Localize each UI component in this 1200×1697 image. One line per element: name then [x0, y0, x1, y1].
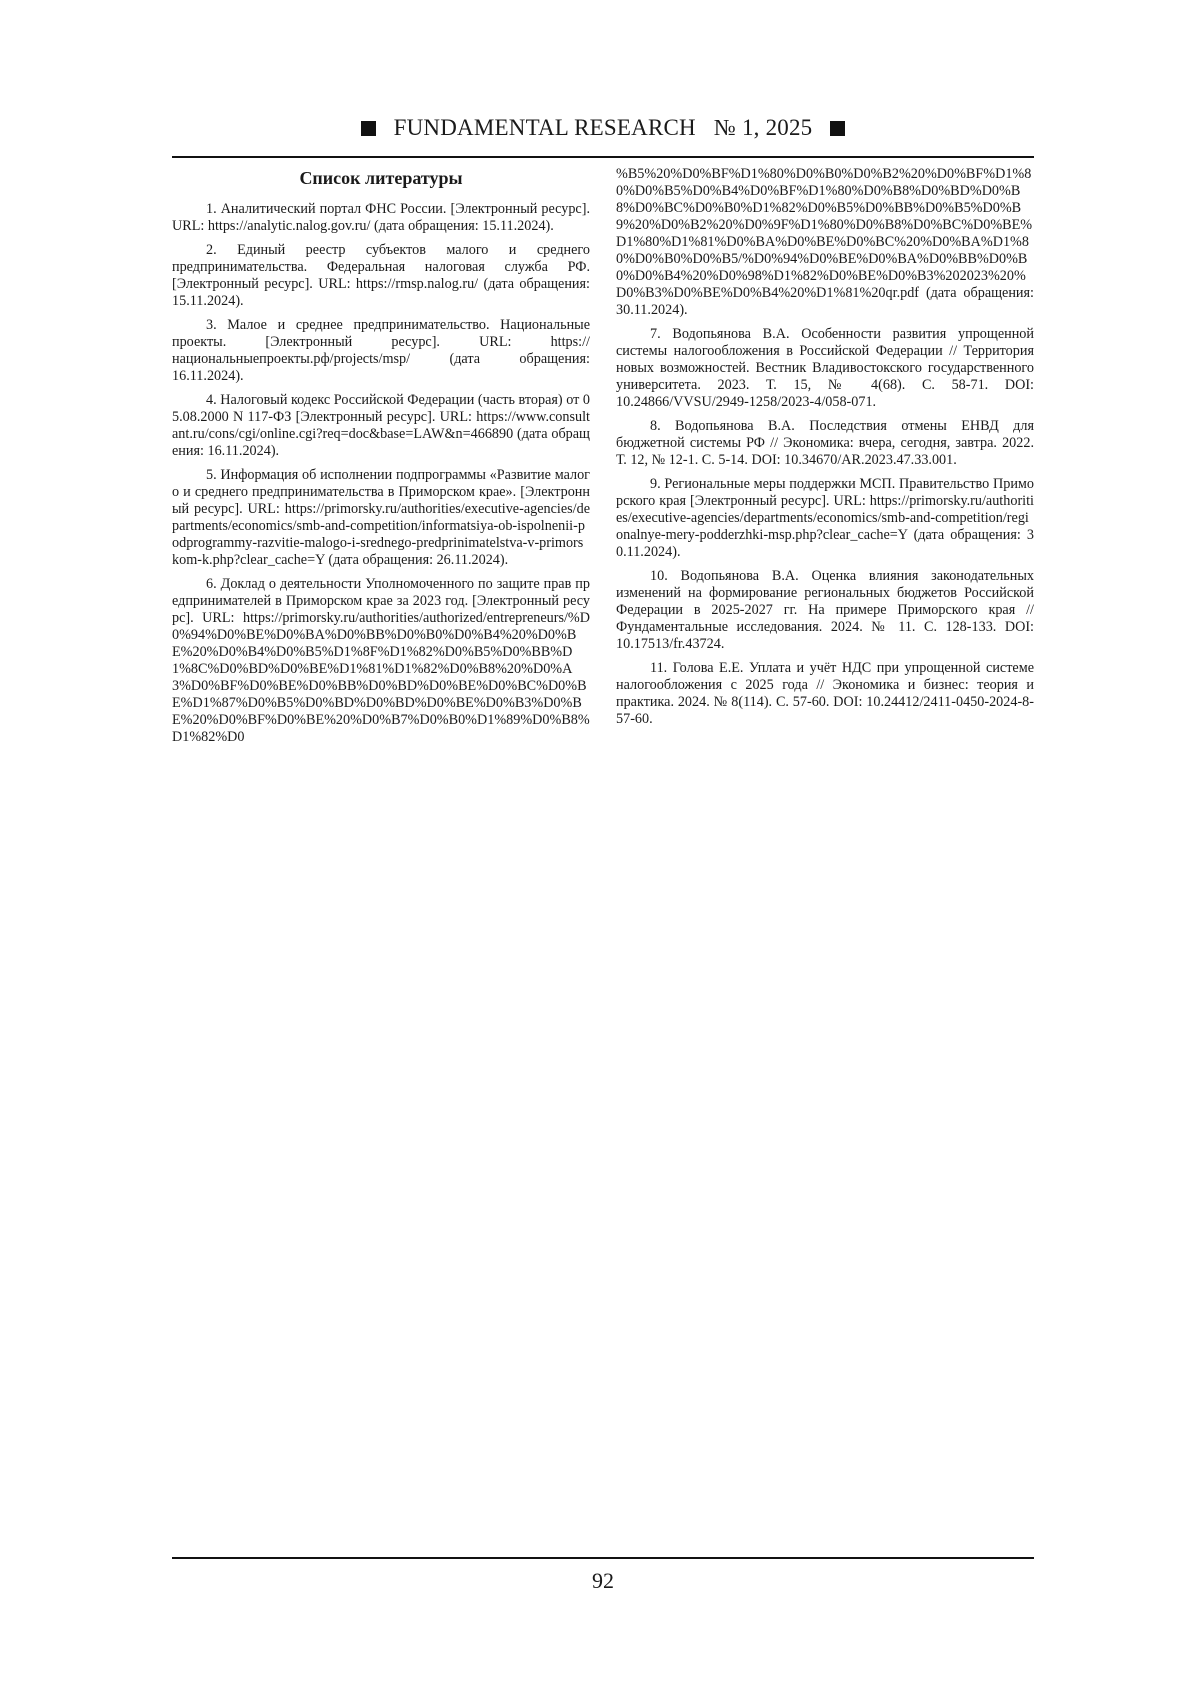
left-column [172, 166, 590, 753]
reference-item-1: 1. Аналитический портал ФНС России. [Электронный ресурс]. URL: https://analytic.nalog.gov.ru/ (дата обращения: 15.11.2024). [172, 201, 590, 234]
reference-item-11: 11. Голова Е.Е. Уплата и учёт НДС при упрощенной системе налогообложения с 2025 года // Экономика и бизнес: теория и практика. 2024. № 8(114). С. 57-60. DOI: 10.24412/2411-0450-2024-8-57-60. [616, 660, 1034, 727]
footer-divider [172, 1557, 1034, 1559]
reference-item-4: 4. Налоговый кодекс Российской Федерации (часть вторая) от 05.08.2000 N 117-ФЗ [Электронный ресурс]. URL: https://www.consultant.ru/cons/cgi/online.cgi?req=doc&base=LAW&n=466890 (дата обращения: 16.11.2024). [172, 392, 590, 459]
references-title: Список литературы [299, 168, 463, 188]
right-column [616, 166, 1034, 753]
reference-item-2: 2. Единый реестр субъектов малого и среднего предпринимательства. Федеральная налоговая служба РФ. [Электронный ресурс]. URL: https://rmsp.nalog.ru/ (дата обращения: 15.11.2024). [172, 242, 590, 309]
reference-columns [172, 166, 1034, 753]
page-number: 92 [592, 1568, 614, 1593]
reference-item-6-continued: %B5%20%D0%BF%D1%80%D0%B0%D0%B2%20%D0%BF%D1%80%D0%B5%D0%B4%D0%BF%D1%80%D0%B8%D0%BD%D0%B8%D0%BC%D0%B0%D1%82%D0%B5%D0%BB%D0%B5%D0%B9%20%D0%B2%20%D0%9F%D1%80%D0%B8%D0%BC%D0%BE%D1%80%D1%81%D0%BA%D0%BE%D0%BC%20%D0%BA%D1%80%D0%B0%D0%B5/%D0%94%D0%BE%D0%BA%D0%BB%D0%B0%D0%B4%20%D0%98%D1%82%D0%BE%D0%B3%202023%20%D0%B3%D0%BE%D0%B4%20%D1%81%20qr.pdf (дата обращения: 30.11.2024). [616, 166, 1034, 318]
reference-item-10: 10. Водопьянова В.А. Оценка влияния законодательных изменений на формирование региональных бюджетов Российской Федерации в 2025-2027 гг. На примере Приморского края // Фундаментальные исследования. 2024. № 11. С. 128-133. DOI: 10.17513/fr.43724. [616, 568, 1034, 652]
reference-item-5: 5. Информация об исполнении подпрограммы «Развитие малого и среднего предпринимательства в Приморском крае». [Электронный ресурс]. URL: https://primorsky.ru/authorities/executive-agencies/departments/economics/smb-and-competition/informatsiya-ob-ispolnenii-podprogrammy-razvitie-malogo-i-srednego-predprinimatelstva-v-primorskom-k.php?clear_cache=Y (дата обращения: 26.11.2024). [172, 467, 590, 568]
header-square-right-icon [830, 121, 845, 136]
reference-item-8: 8. Водопьянова В.А. Последствия отмены ЕНВД для бюджетной системы РФ // Экономика: вчера, сегодня, завтра. 2022. Т. 12, № 12-1. С. 5-14. DOI: 10.34670/AR.2023.47.33.001. [616, 418, 1034, 468]
reference-item-7: 7. Водопьянова В.А. Особенности развития упрощенной системы налогообложения в Российской Федерации // Территория новых возможностей. Вестник Владивостокского государственного университета. 2023. Т. 15, № 4(68). С. 58-71. DOI: 10.24866/VVSU/2949-1258/2023-4/058-071. [616, 326, 1034, 410]
reference-item-9: 9. Региональные меры поддержки МСП. Правительство Приморского края [Электронный ресурс]. URL: https://primorsky.ru/authorities/executive-agencies/departments/economics/smb-and-competition/regionalnye-mery-podderzhki-msp.php?clear_cache=Y (дата обращения: 30.11.2024). [616, 476, 1034, 560]
header-square-left-icon [361, 121, 376, 136]
journal-issue: № 1, 2025 [713, 115, 813, 140]
reference-item-3: 3. Малое и среднее предпринимательство. Национальные проекты. [Электронный ресурс]. URL: https://национальныепроекты.рф/projects/msp/ (дата обращения: 16.11.2024). [172, 317, 590, 384]
running-header [172, 108, 1034, 148]
reference-item-6: 6. Доклад о деятельности Уполномоченного по защите прав предпринимателей в Приморском крае за 2023 год. [Электронный ресурс]. URL: https://primorsky.ru/authorities/authorized/entrepreneurs/%D0%94%D0%BE%D0%BA%D0%BB%D0%B0%D0%B4%20%D0%BE%20%D0%B4%D0%B5%D1%8F%D1%82%D0%B5%D0%BB%D1%8C%D0%BD%D0%BE%D1%81%D1%82%D0%B8%20%D0%A3%D0%BF%D0%BE%D0%BB%D0%BD%D0%BE%D0%BC%D0%BE%D1%87%D0%B5%D0%BD%D0%BD%D0%BE%D0%B3%D0%BE%20%D0%BF%D0%BE%20%D0%B7%D0%B0%D1%89%D0%B8%D1%82%D0 [172, 576, 590, 745]
header-divider [172, 156, 1034, 158]
journal-title: FUNDAMENTAL RESEARCH [393, 115, 696, 140]
